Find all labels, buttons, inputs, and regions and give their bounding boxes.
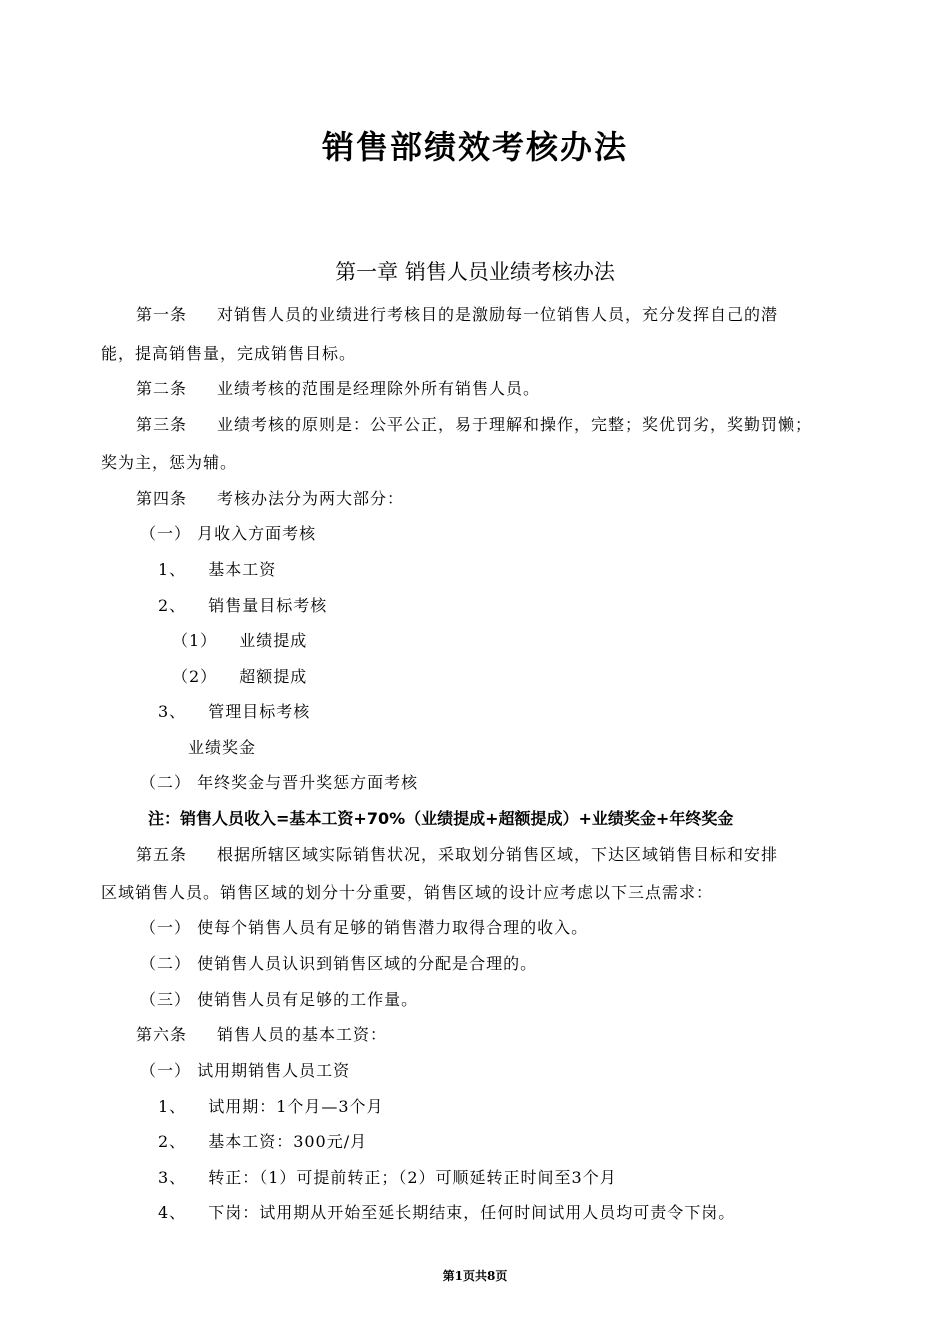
item-number: 2、 (158, 1132, 187, 1151)
item-text: 基本工资：300元/月 (208, 1132, 368, 1151)
article-1 (136, 302, 778, 325)
item-text: 销售量目标考核 (208, 596, 328, 615)
article-label: 第四条 (136, 489, 188, 508)
item-text: 下岗：试用期从开始至延长期结束，任何时间试用人员均可责令下岗。 (208, 1203, 736, 1222)
outline-section-1 (140, 521, 316, 544)
article-3 (136, 412, 812, 435)
item-text: 管理目标考核 (208, 702, 311, 721)
article-label: 第六条 (136, 1025, 188, 1044)
outline-item-2 (158, 593, 327, 616)
article-text: 根据所辖区域实际销售状况，采取划分销售区域，下达区域销售目标和安排 (217, 845, 779, 864)
article-text: 销售人员的基本工资： (217, 1025, 388, 1044)
item-text: 试用期销售人员工资 (197, 1061, 351, 1080)
article-6 (136, 1022, 387, 1045)
item-text: 年终奖金与晋升奖惩方面考核 (197, 773, 419, 792)
item-number: （1） (172, 631, 218, 650)
article-5-continued: 区域销售人员。销售区域的划分十分重要，销售区域的设计应考虑以下三点需求： (101, 883, 714, 902)
item-text: 业绩提成 (239, 631, 308, 650)
item-text: 试用期：1个月—3个月 (208, 1097, 384, 1116)
item-text: 使销售人员认识到销售区域的分配是合理的。 (197, 954, 538, 973)
need-1 (140, 915, 588, 938)
article-text: 业绩考核的原则是：公平公正，易于理解和操作，完整；奖优罚劣，奖勤罚懒； (217, 415, 813, 434)
item-number: （二） (140, 773, 192, 792)
page-footer: 第1页共8页 (442, 1269, 508, 1283)
trial-item-2 (158, 1129, 367, 1152)
article-text: 对销售人员的业绩进行考核目的是激励每一位销售人员，充分发挥自己的潜 (217, 305, 779, 324)
need-3 (140, 987, 418, 1010)
item-text: 月收入方面考核 (197, 524, 317, 543)
article-3-continued: 奖为主，惩为辅。 (101, 453, 238, 472)
item-number: 3、 (158, 702, 187, 721)
item-text: 转正：（1）可提前转正；（2）可顺延转正时间至3个月 (208, 1168, 617, 1187)
trial-item-3 (158, 1165, 617, 1188)
outline-subitem-1 (172, 628, 307, 651)
need-2 (140, 951, 537, 974)
item-number: （二） (140, 954, 192, 973)
item-number: 2、 (158, 596, 187, 615)
item-number: （一） (140, 1061, 192, 1080)
article-2 (136, 376, 540, 399)
item-text: 使销售人员有足够的工作量。 (197, 990, 419, 1009)
article-label: 第五条 (136, 845, 188, 864)
outline-section-2 (140, 770, 418, 793)
item-number: （一） (140, 918, 192, 937)
outline-subitem-2 (172, 664, 307, 687)
item-number: 1、 (158, 560, 187, 579)
item-number: 1、 (158, 1097, 187, 1116)
income-formula-note: 注：销售人员收入=基本工资+70%（业绩提成+超额提成）+业绩奖金+年终奖金 (148, 809, 734, 828)
item-number: 4、 (158, 1203, 187, 1222)
outline-subitem-bonus: 业绩奖金 (188, 738, 257, 757)
item-text: 使每个销售人员有足够的销售潜力取得合理的收入。 (197, 918, 589, 937)
item-number: 3、 (158, 1168, 187, 1187)
outline-item-1 (158, 557, 276, 580)
article-5 (136, 842, 778, 865)
article-label: 第二条 (136, 379, 188, 398)
item-text: 基本工资 (208, 560, 277, 579)
article-text: 考核办法分为两大部分： (217, 489, 405, 508)
trial-section (140, 1058, 350, 1081)
article-label: 第一条 (136, 305, 188, 324)
article-1-continued: 能，提高销售量，完成销售目标。 (101, 344, 357, 363)
trial-item-1 (158, 1094, 384, 1117)
article-4 (136, 486, 404, 509)
item-number: （2） (172, 667, 218, 686)
article-label: 第三条 (136, 415, 188, 434)
outline-item-3 (158, 699, 310, 722)
article-text: 业绩考核的范围是经理除外所有销售人员。 (217, 379, 541, 398)
item-number: （一） (140, 524, 192, 543)
document-title: 销售部绩效考核办法 (321, 128, 628, 166)
item-text: 超额提成 (239, 667, 308, 686)
item-number: （三） (140, 990, 192, 1009)
trial-item-4 (158, 1200, 735, 1223)
chapter-heading: 第一章 销售人员业绩考核办法 (335, 260, 615, 284)
